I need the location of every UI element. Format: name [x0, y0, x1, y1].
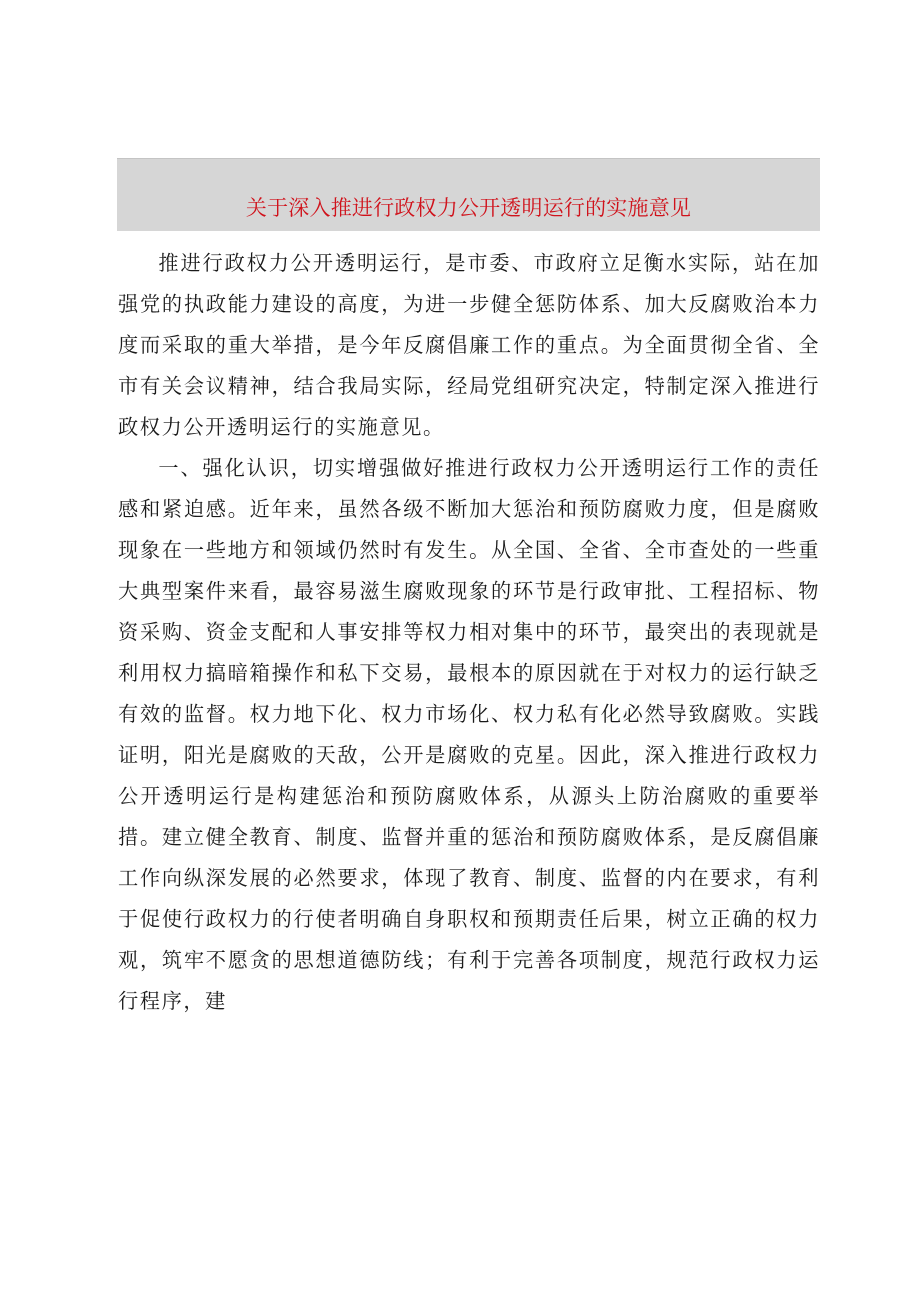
paragraph-intro: 推进行政权力公开透明运行，是市委、市政府立足衡水实际，站在加强党的执政能力建设的高度，为进一步健全惩防体系、加大反腐败治本力度而采取的重大举措，是今年反腐倡廉工作的重点。为全面贯彻全省、全市有关会议精神，结合我局实际，经局党组研究决定，特制定深入推进行政权力公开透明运行的实施意见。 [118, 251, 820, 439]
title-banner [117, 158, 820, 231]
paragraph-section-one: 一、强化认识，切实增强做好推进行政权力公开透明运行工作的责任感和紧迫感。近年来，虽然各级不断加大惩治和预防腐败力度，但是腐败现象在一些地方和领域仍然时有发生。从全国、全省、全市查处的一些重大典型案件来看，最容易滋生腐败现象的环节是行政审批、工程招标、物资采购、资金支配和人事安排等权力相对集中的环节，最突出的表现就是利用权力搞暗箱操作和私下交易，最根本的原因就在于对权力的运行缺乏有效的监督。权力地下化、权力市场化、权力私有化必然导致腐败。实践证明，阳光是腐败的天敌，公开是腐败的克星。因此，深入推进行政权力公开透明运行是构建惩治和预防腐败体系，从源头上防治腐败的重要举措。建立健全教育、制度、监督并重的惩治和预防腐败体系，是反腐倡廉工作向纵深发展的必然要求，体现了教育、制度、监督的内在要求，有利于促使行政权力的行使者明确自身职权和预期责任后果，树立正确的权力观，筑牢不愿贪的思想道德防线；有利于完善各项制度，规范行政权力运行程序，建 [118, 456, 820, 1013]
document-title: 关于深入推进行政权力公开透明运行的实施意见 [245, 196, 692, 220]
document-body [118, 243, 820, 1022]
